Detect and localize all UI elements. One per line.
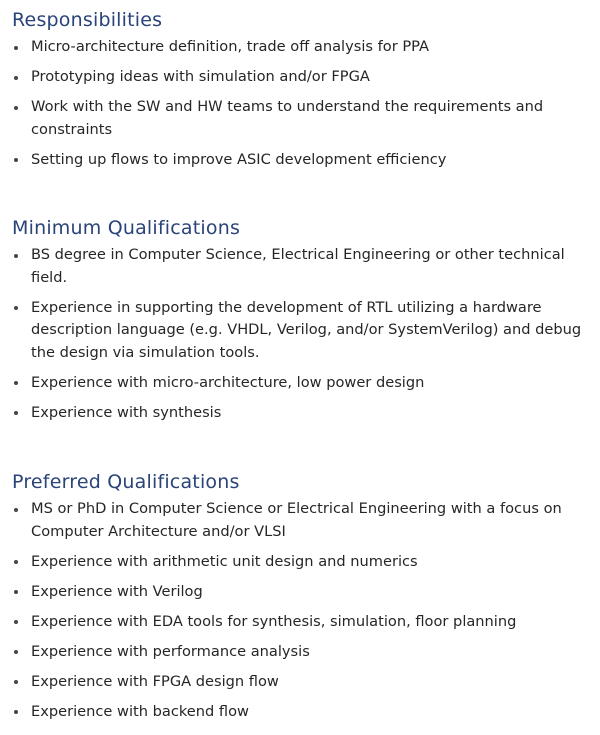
list-item-text: MS or PhD in Computer Science or Electrical Engineering with a focus on Computer Architecture and/or VLSI <box>31 500 562 540</box>
preferred-qualifications-list <box>12 498 592 723</box>
list-item-text: Micro-architecture definition, trade off analysis for PPA <box>31 38 429 55</box>
bullet-icon <box>14 590 18 594</box>
minimum-qualifications-section <box>12 214 592 432</box>
list-item <box>12 581 592 604</box>
preferred-qualifications-section <box>12 468 592 731</box>
bullet-icon <box>14 106 18 110</box>
list-item <box>12 66 592 89</box>
section-heading-minimum-qualifications: Minimum Qualifications <box>12 217 241 239</box>
section-heading-preferred-qualifications: Preferred Qualifications <box>12 471 240 493</box>
bullet-icon <box>14 306 18 310</box>
list-item-text: BS degree in Computer Science, Electrical Engineering or other technical field. <box>31 246 565 286</box>
bullet-icon <box>14 254 18 258</box>
list-item <box>12 671 592 694</box>
list-item-text: Prototyping ideas with simulation and/or FPGA <box>31 68 370 85</box>
list-item <box>12 36 592 59</box>
list-item <box>12 372 592 395</box>
list-item <box>12 498 592 543</box>
bullet-icon <box>14 158 18 162</box>
list-item-text: Experience with EDA tools for synthesis, simulation, floor planning <box>31 612 517 630</box>
list-item <box>12 611 592 634</box>
list-item-text: Setting up flows to improve ASIC development efficiency <box>31 150 447 168</box>
bullet-icon <box>14 46 18 50</box>
section-heading-responsibilities: Responsibilities <box>12 9 163 31</box>
list-item-text: Experience with backend flow <box>31 702 249 720</box>
bullet-icon <box>14 680 18 684</box>
bullet-icon <box>14 560 18 564</box>
list-item <box>12 149 592 172</box>
list-item <box>12 551 592 574</box>
list-item <box>12 96 592 141</box>
bullet-icon <box>14 381 18 385</box>
list-item <box>12 701 592 724</box>
list-item-text: Experience with FPGA design flow <box>31 672 279 690</box>
list-item <box>12 641 592 664</box>
bullet-icon <box>14 620 18 624</box>
list-item-text: Experience with arithmetic unit design and numerics <box>31 552 418 570</box>
bullet-icon <box>14 508 18 512</box>
bullet-icon <box>14 710 18 714</box>
responsibilities-list <box>12 36 592 171</box>
list-item <box>12 297 592 365</box>
bullet-icon <box>14 650 18 654</box>
list-item-text: Experience with Verilog <box>31 582 203 600</box>
bullet-icon <box>14 411 18 415</box>
responsibilities-section <box>12 6 592 179</box>
list-item-text: Experience with performance analysis <box>31 642 310 660</box>
list-item-text: Experience with micro-architecture, low power design <box>31 373 425 391</box>
list-item-text: Work with the SW and HW teams to understand the requirements and constraints <box>31 98 544 138</box>
list-item <box>12 244 592 289</box>
list-item-text: Experience in supporting the development of RTL utilizing a hardware description language (e.g. VHDL, Verilog, and/or SystemVerilog) and debug the design via simulation tools. <box>31 298 582 361</box>
minimum-qualifications-list <box>12 244 592 424</box>
list-item-text: Experience with synthesis <box>31 403 222 421</box>
list-item <box>12 402 592 425</box>
bullet-icon <box>14 76 18 80</box>
